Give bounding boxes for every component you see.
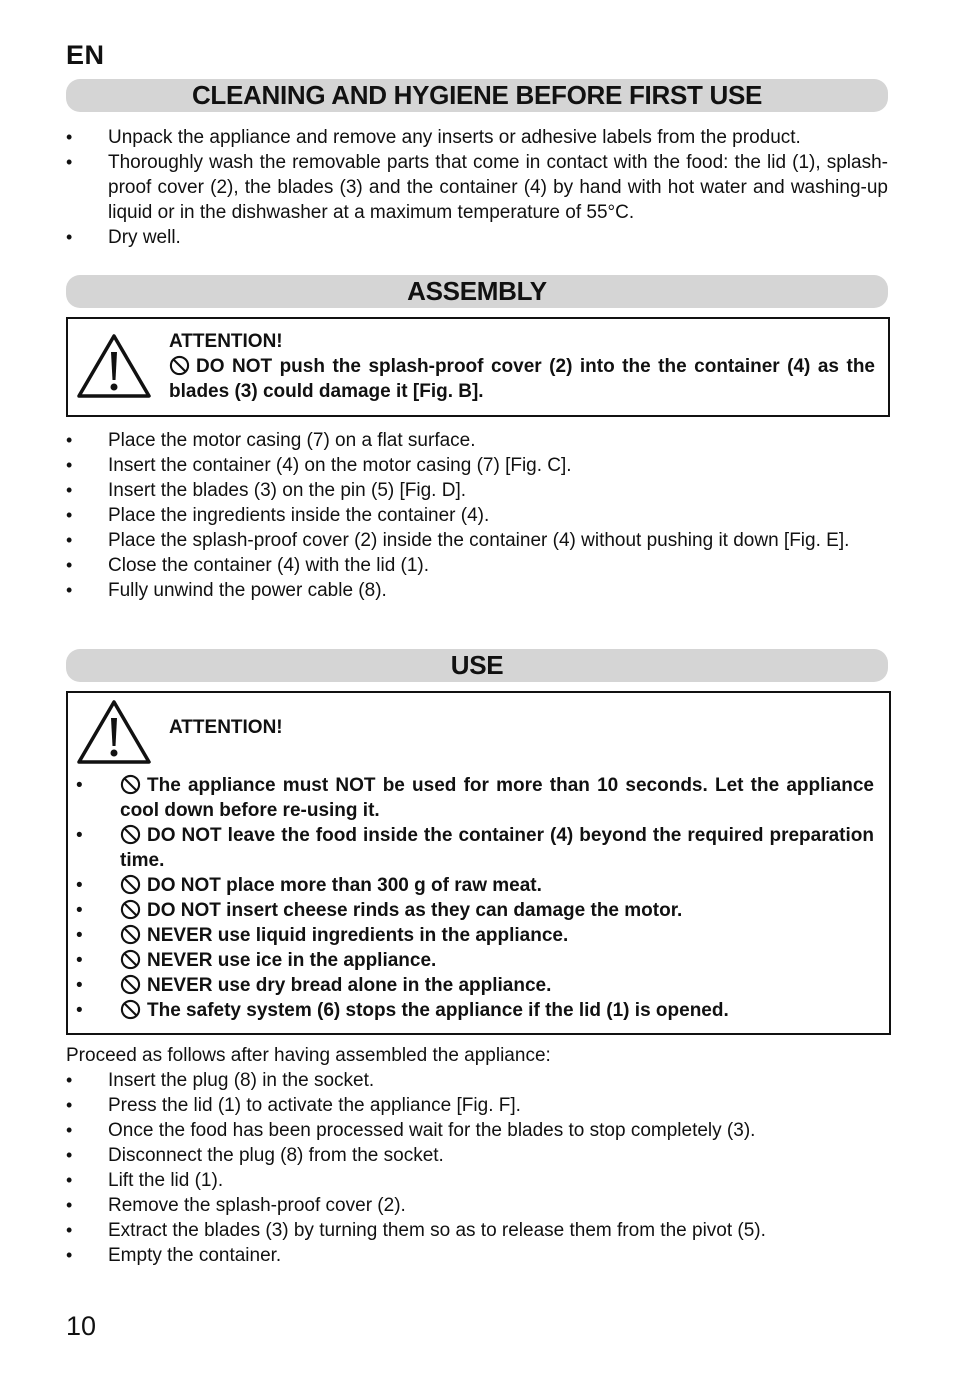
- bullet: •: [66, 1120, 73, 1140]
- use-warning-box: [66, 691, 891, 1035]
- list-item: • Insert the plug (8) in the socket.: [66, 1070, 375, 1091]
- prohibition-icon: [120, 949, 141, 970]
- warning-item: • NEVER use ice in the appliance.: [76, 950, 437, 971]
- bullet: •: [76, 975, 83, 996]
- prohibition-icon: [120, 924, 141, 945]
- bullet: •: [76, 875, 83, 896]
- bullet: •: [66, 152, 73, 172]
- use-steps-list: [66, 1068, 888, 1268]
- list-item: • Disconnect the plug (8) from the socket.: [66, 1145, 444, 1166]
- bullet: •: [66, 1245, 73, 1265]
- warning-item: • The safety system (6) stops the appliance if the lid (1) is opened.: [76, 1000, 729, 1021]
- use-warning-list: [76, 773, 874, 1023]
- bullet: •: [66, 480, 73, 500]
- section-title-use: USE: [66, 649, 888, 682]
- warning-triangle-icon: [76, 332, 152, 400]
- bullet: •: [76, 950, 83, 971]
- bullet: •: [66, 455, 73, 475]
- warning-item: • DO NOT insert cheese rinds as they can damage the motor.: [76, 900, 683, 921]
- warning-item: • NEVER use liquid ingredients in the appliance.: [76, 925, 569, 946]
- bullet: •: [66, 1170, 73, 1190]
- list-item: • Fully unwind the power cable (8).: [66, 580, 387, 601]
- prohibition-icon: [120, 774, 141, 795]
- warning-item: • DO NOT place more than 300 g of raw meat.: [76, 875, 542, 896]
- list-item: • Dry well.: [66, 227, 181, 248]
- assembly-warning-box: [66, 317, 890, 417]
- bullet: •: [76, 925, 83, 946]
- list-item: • Unpack the appliance and remove any inserts or adhesive labels from the product.: [66, 127, 801, 148]
- list-item: • Thoroughly wash the removable parts that come in contact with the food: the lid (1), splash-proof cover (2), the blades (3) and the container (4) by hand with hot water and washing-up liquid or in the dishwasher at a maximum temperature of 55°C.: [66, 152, 888, 223]
- bullet: •: [66, 555, 73, 575]
- list-item: • Insert the blades (3) on the pin (5) [Fig. D].: [66, 480, 467, 501]
- bullet: •: [76, 825, 83, 846]
- list-item: • Extract the blades (3) by turning them so as to release them from the pivot (5).: [66, 1220, 766, 1241]
- prohibition-icon: [169, 355, 190, 376]
- list-item: • Press the lid (1) to activate the appliance [Fig. F].: [66, 1095, 521, 1116]
- bullet: •: [66, 530, 73, 550]
- cleaning-list: [66, 125, 888, 250]
- warning-triangle-icon: [76, 698, 152, 766]
- bullet: •: [66, 1145, 73, 1165]
- list-item: • Empty the container.: [66, 1245, 282, 1266]
- bullet: •: [76, 775, 83, 796]
- bullet: •: [66, 227, 73, 247]
- bullet: •: [66, 1220, 73, 1240]
- attention-text: DO NOT push the splash-proof cover (2) into the the container (4) as the blades (3) could damage it [Fig. B].: [169, 356, 875, 402]
- section-title-cleaning: CLEANING AND HYGIENE BEFORE FIRST USE: [66, 79, 888, 112]
- attention-title: ATTENTION!: [169, 331, 283, 352]
- prohibition-icon: [120, 874, 141, 895]
- list-item: • Remove the splash-proof cover (2).: [66, 1195, 406, 1216]
- attention-title: ATTENTION!: [169, 717, 283, 738]
- bullet: •: [66, 505, 73, 525]
- list-item: • Place the motor casing (7) on a flat surface.: [66, 430, 476, 451]
- bullet: •: [66, 430, 73, 450]
- list-item: • Lift the lid (1).: [66, 1170, 224, 1191]
- prohibition-icon: [120, 974, 141, 995]
- bullet: •: [66, 1070, 73, 1090]
- list-item: • Once the food has been processed wait for the blades to stop completely (3).: [66, 1120, 756, 1141]
- prohibition-icon: [120, 899, 141, 920]
- prohibition-icon: [120, 824, 141, 845]
- prohibition-icon: [120, 999, 141, 1020]
- assembly-list: [66, 428, 888, 603]
- list-item: • Close the container (4) with the lid (1).: [66, 555, 430, 576]
- bullet: •: [66, 1095, 73, 1115]
- language-label: EN: [66, 40, 105, 70]
- section-title-assembly: ASSEMBLY: [66, 275, 888, 308]
- list-item: • Place the ingredients inside the container (4).: [66, 505, 490, 526]
- warning-item: • NEVER use dry bread alone in the appliance.: [76, 975, 552, 996]
- bullet: •: [76, 900, 83, 921]
- bullet: •: [66, 127, 73, 147]
- use-intro-text: Proceed as follows after having assembled the appliance:: [66, 1045, 551, 1066]
- list-item: • Insert the container (4) on the motor casing (7) [Fig. C].: [66, 455, 572, 476]
- bullet: •: [66, 580, 73, 600]
- list-item: • Place the splash-proof cover (2) inside the container (4) without pushing it down [Fig. E].: [66, 530, 850, 551]
- bullet: •: [66, 1195, 73, 1215]
- bullet: •: [76, 1000, 83, 1021]
- warning-item: • DO NOT leave the food inside the container (4) beyond the required preparation time.: [76, 825, 874, 871]
- warning-item: • The appliance must NOT be used for more than 10 seconds. Let the appliance cool down before re-using it.: [76, 775, 874, 821]
- page-number: 10: [66, 1311, 97, 1341]
